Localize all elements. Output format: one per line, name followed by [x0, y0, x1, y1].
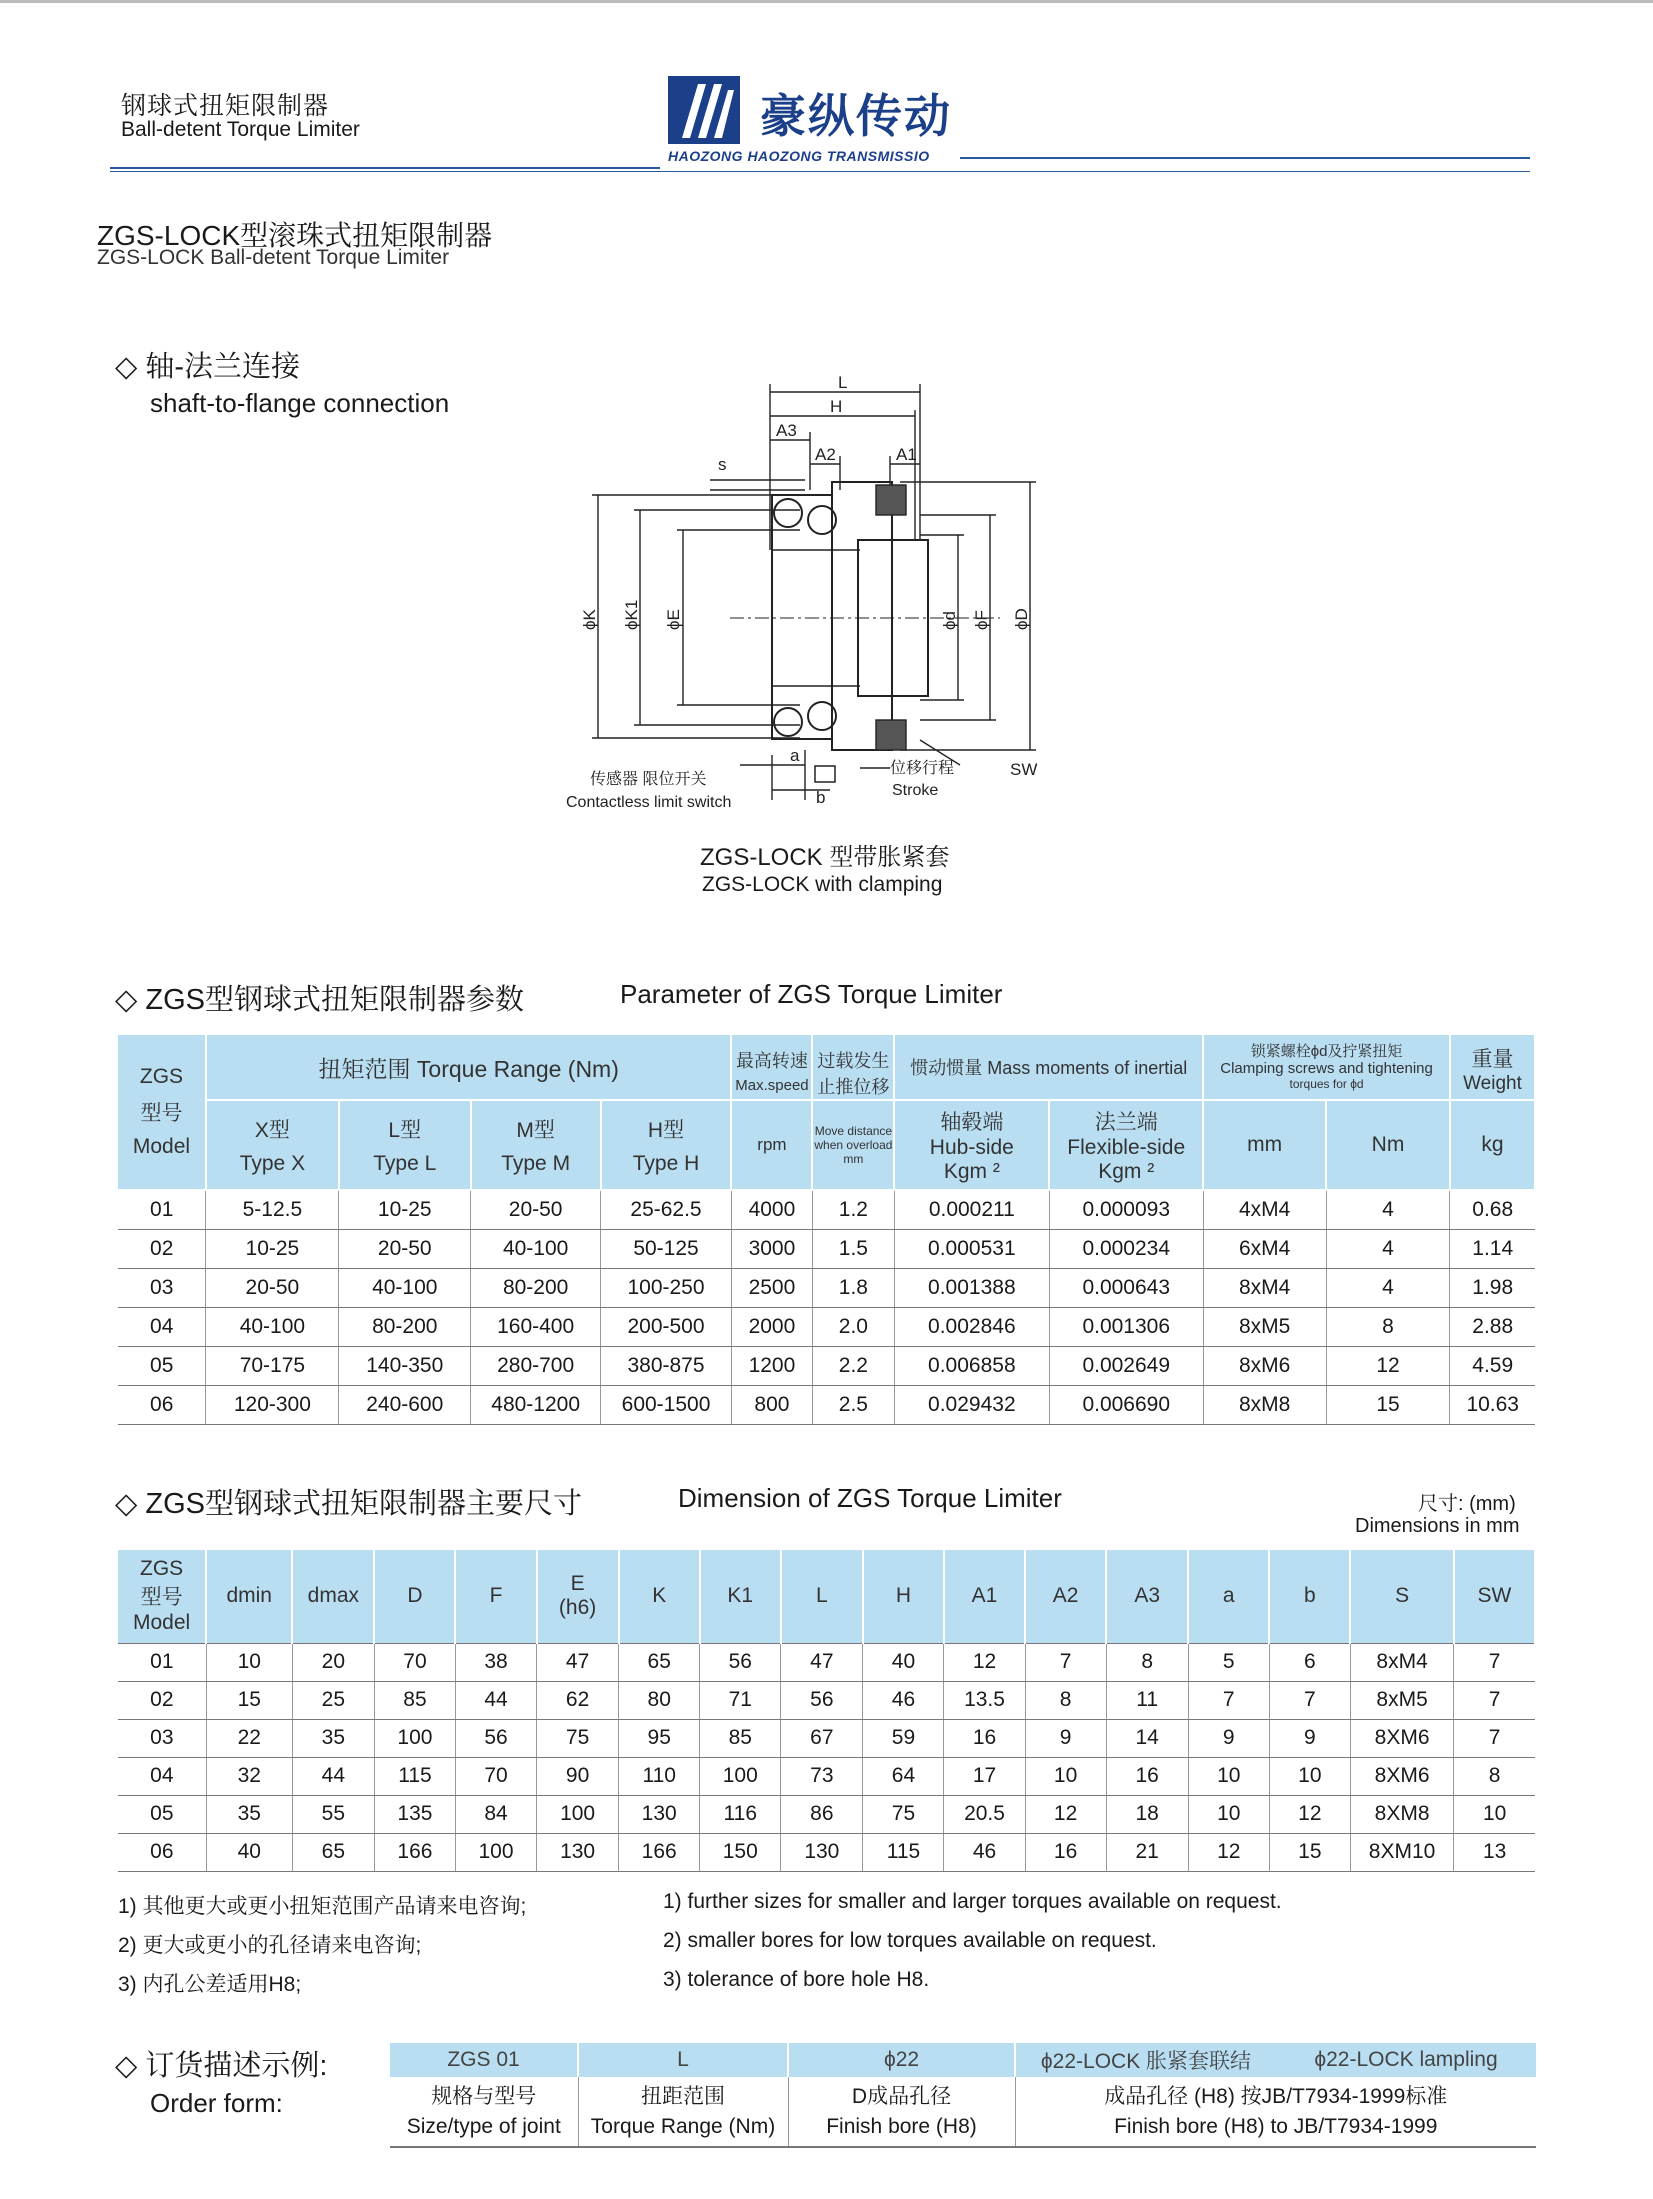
dims-header-cell: H — [863, 1550, 944, 1643]
table-cell: 0.001388 — [894, 1268, 1049, 1307]
table-cell: 4 — [1326, 1229, 1450, 1268]
table-cell: 280-700 — [471, 1346, 601, 1385]
table-cell: 05 — [118, 1795, 206, 1833]
table-cell: 130 — [619, 1795, 700, 1833]
dims-header-model: ZGS 型号 Model — [118, 1550, 206, 1643]
dims-header-cell: dmax — [292, 1550, 374, 1643]
table-cell: 04 — [118, 1307, 206, 1346]
header-title-en: Ball-detent Torque Limiter — [121, 118, 360, 141]
table-cell: 14 — [1106, 1719, 1188, 1757]
table-cell: 80 — [619, 1681, 700, 1719]
param-header-weight: 重量 Weight — [1450, 1035, 1535, 1100]
table-cell: 35 — [206, 1795, 292, 1833]
table-cell: 480-1200 — [471, 1385, 601, 1424]
table-cell: 05 — [118, 1346, 206, 1385]
table-cell: 800 — [731, 1385, 812, 1424]
table-cell: 2500 — [731, 1268, 812, 1307]
dims-header-cell: F — [455, 1550, 536, 1643]
dim-b-label: b — [816, 788, 826, 807]
section-params-cn: ◇ ZGS型钢球式扭矩限制器参数 — [115, 984, 524, 1016]
table-row — [118, 1190, 1535, 1229]
table-cell: 130 — [781, 1833, 863, 1871]
table-cell: 55 — [292, 1795, 374, 1833]
param-header-move: Move distance when overload mm — [812, 1100, 894, 1190]
table-cell: 22 — [206, 1719, 292, 1757]
dim-A3-label: A3 — [776, 421, 797, 440]
table-cell: 166 — [619, 1833, 700, 1871]
table-cell: 130 — [537, 1833, 619, 1871]
table-cell: 80-200 — [471, 1268, 601, 1307]
table-cell: 4 — [1326, 1268, 1450, 1307]
param-header-model: ZGS 型号 Model — [118, 1035, 206, 1190]
dims-header-cell: D — [374, 1550, 455, 1643]
table-cell: 10 — [1025, 1757, 1106, 1795]
note-cn-1: 1) 其他更大或更小扭矩范围产品请来电咨询; — [118, 1895, 527, 1918]
dims-header-cell: A1 — [944, 1550, 1025, 1643]
dim-A1-label: A1 — [896, 445, 917, 464]
dim-L-label: L — [838, 373, 848, 392]
table-cell: 0.006690 — [1049, 1385, 1203, 1424]
table-cell: 10 — [1188, 1757, 1269, 1795]
table-cell: 0.000093 — [1049, 1190, 1203, 1229]
table-cell: 166 — [374, 1833, 455, 1871]
table-cell: 20-50 — [206, 1268, 339, 1307]
table-cell: 5-12.5 — [206, 1190, 339, 1229]
diagram-caption-cn: ZGS-LOCK 型带胀紧套 — [700, 844, 950, 871]
table-cell: 32 — [206, 1757, 292, 1795]
product-title-en: ZGS-LOCK Ball-detent Torque Limiter — [97, 246, 450, 269]
dims-header-cell: K1 — [700, 1550, 781, 1643]
table-cell: 116 — [700, 1795, 781, 1833]
table-cell: 100 — [374, 1719, 455, 1757]
order-head-lock-en: ϕ22-LOCK lampling — [1276, 2043, 1536, 2077]
table-cell: 62 — [537, 1681, 619, 1719]
table-cell: 0.000211 — [894, 1190, 1049, 1229]
page-top-border — [0, 0, 1653, 3]
dim-K1-label: ϕK1 — [622, 599, 641, 630]
table-cell: 200-500 — [601, 1307, 732, 1346]
dims-header-cell: E (h6) — [537, 1550, 619, 1643]
table-row — [118, 1833, 1535, 1871]
order-head-bore: ϕ22 — [788, 2043, 1015, 2077]
section-connection-en: shaft-to-flange connection — [150, 388, 450, 418]
table-cell: 70-175 — [206, 1346, 339, 1385]
order-cell-range: 扭距范围 Torque Range (Nm) — [578, 2077, 788, 2147]
table-cell: 16 — [1106, 1757, 1188, 1795]
sensor-label-en: Contactless limit switch — [566, 794, 732, 811]
param-header-screw: 锁紧螺栓ϕd及拧紧扭矩 Clamping screws and tightening torques for ϕd — [1203, 1035, 1450, 1100]
param-header-torque: 扭矩范围 Torque Range (Nm) — [206, 1035, 732, 1100]
table-cell: 100 — [537, 1795, 619, 1833]
table-row — [118, 1346, 1535, 1385]
table-cell: 1.98 — [1450, 1268, 1535, 1307]
dims-header-cell: A2 — [1025, 1550, 1106, 1643]
table-cell: 03 — [118, 1268, 206, 1307]
table-cell: 64 — [863, 1757, 944, 1795]
param-header-type-l: L型 Type L — [339, 1100, 471, 1190]
table-cell: 15 — [1326, 1385, 1450, 1424]
dims-header-cell: S — [1350, 1550, 1453, 1643]
table-cell: 21 — [1106, 1833, 1188, 1871]
dim-E-label: ϕE — [664, 609, 683, 630]
table-cell: 02 — [118, 1229, 206, 1268]
param-header-nm: Nm — [1326, 1100, 1450, 1190]
param-header-stroke: 过载发生 止推位移 — [812, 1035, 894, 1100]
table-cell: 110 — [619, 1757, 700, 1795]
table-cell: 9 — [1025, 1719, 1106, 1757]
table-cell: 65 — [619, 1643, 700, 1681]
table-cell: 8xM4 — [1350, 1643, 1453, 1681]
table-cell: 56 — [700, 1643, 781, 1681]
dimension-table — [118, 1550, 1536, 1872]
table-cell: 0.001306 — [1049, 1307, 1203, 1346]
table-cell: 38 — [455, 1643, 536, 1681]
table-cell: 75 — [537, 1719, 619, 1757]
table-cell: 20-50 — [339, 1229, 471, 1268]
table-cell: 12 — [1025, 1795, 1106, 1833]
dims-header-cell: a — [1188, 1550, 1269, 1643]
table-cell: 40-100 — [206, 1307, 339, 1346]
table-row — [118, 1307, 1535, 1346]
table-cell: 8XM6 — [1350, 1719, 1453, 1757]
header-rule-left — [110, 167, 660, 169]
table-row — [118, 1385, 1535, 1424]
table-cell: 02 — [118, 1681, 206, 1719]
table-cell: 85 — [374, 1681, 455, 1719]
table-cell: 115 — [374, 1757, 455, 1795]
table-cell: 46 — [863, 1681, 944, 1719]
table-cell: 4.59 — [1450, 1346, 1535, 1385]
dim-d-label: ϕd — [940, 611, 959, 630]
table-cell: 71 — [700, 1681, 781, 1719]
table-cell: 40-100 — [339, 1268, 471, 1307]
table-cell: 0.000234 — [1049, 1229, 1203, 1268]
table-cell: 10 — [1454, 1795, 1535, 1833]
table-cell: 1.8 — [812, 1268, 894, 1307]
table-cell: 3000 — [731, 1229, 812, 1268]
brand-name-en: HAOZONG HAOZONG TRANSMISSIO — [668, 148, 930, 164]
table-cell: 140-350 — [339, 1346, 471, 1385]
table-cell: 47 — [537, 1643, 619, 1681]
table-cell: 8xM8 — [1203, 1385, 1326, 1424]
table-cell: 7 — [1454, 1643, 1535, 1681]
table-cell: 0.000643 — [1049, 1268, 1203, 1307]
table-cell: 59 — [863, 1719, 944, 1757]
table-cell: 25 — [292, 1681, 374, 1719]
order-label-en: Order form: — [150, 2088, 283, 2118]
order-label-cn: ◇ 订货描述示例: — [115, 2050, 328, 2082]
table-cell: 44 — [455, 1681, 536, 1719]
table-cell: 10.63 — [1450, 1385, 1535, 1424]
dims-header-cell: A3 — [1106, 1550, 1188, 1643]
table-cell: 20.5 — [944, 1795, 1025, 1833]
table-cell: 150 — [700, 1833, 781, 1871]
dim-K-label: ϕK — [580, 609, 599, 630]
table-cell: 4xM4 — [1203, 1190, 1326, 1229]
table-cell: 9 — [1269, 1719, 1350, 1757]
table-cell: 2.5 — [812, 1385, 894, 1424]
table-cell: 67 — [781, 1719, 863, 1757]
note-en-1: 1) further sizes for smaller and larger torques available on request. — [663, 1890, 1282, 1913]
table-cell: 0.002846 — [894, 1307, 1049, 1346]
table-cell: 7 — [1025, 1643, 1106, 1681]
table-cell: 7 — [1269, 1681, 1350, 1719]
table-cell: 18 — [1106, 1795, 1188, 1833]
table-cell: 86 — [781, 1795, 863, 1833]
table-cell: 16 — [1025, 1833, 1106, 1871]
dim-SW-label: SW — [1010, 760, 1038, 779]
table-cell: 8xM6 — [1203, 1346, 1326, 1385]
table-cell: 0.029432 — [894, 1385, 1049, 1424]
table-cell: 8XM10 — [1350, 1833, 1453, 1871]
header-rule-bottom — [110, 171, 1530, 172]
section-params-en: Parameter of ZGS Torque Limiter — [620, 979, 1003, 1009]
table-cell: 8 — [1454, 1757, 1535, 1795]
table-cell: 0.000531 — [894, 1229, 1049, 1268]
section-dims-en: Dimension of ZGS Torque Limiter — [678, 1483, 1062, 1513]
dim-A2-label: A2 — [815, 445, 836, 464]
table-cell: 8XM8 — [1350, 1795, 1453, 1833]
table-cell: 1.14 — [1450, 1229, 1535, 1268]
table-cell: 25-62.5 — [601, 1190, 732, 1229]
param-header-inertia: 惯动惯量 Mass moments of inertial — [894, 1035, 1203, 1100]
table-cell: 13 — [1454, 1833, 1535, 1871]
table-cell: 0.68 — [1450, 1190, 1535, 1229]
table-cell: 46 — [944, 1833, 1025, 1871]
order-cell-standard: 成品孔径 (H8) 按JB/T7934-1999标准 Finish bore (H8) to JB/T7934-1999 — [1015, 2077, 1536, 2147]
order-head-range: L — [578, 2043, 788, 2077]
dims-header-cell: K — [619, 1550, 700, 1643]
table-cell: 20-50 — [471, 1190, 601, 1229]
order-head-model: ZGS 01 — [390, 2043, 578, 2077]
order-form-table — [390, 2043, 1536, 2148]
table-cell: 35 — [292, 1719, 374, 1757]
stroke-label-en: Stroke — [892, 782, 939, 799]
table-cell: 10 — [1188, 1795, 1269, 1833]
notes-en — [663, 1890, 1282, 2007]
table-cell: 01 — [118, 1643, 206, 1681]
table-cell: 2.0 — [812, 1307, 894, 1346]
table-cell: 03 — [118, 1719, 206, 1757]
order-cell-bore: D成品孔径 Finish bore (H8) — [788, 2077, 1015, 2147]
sensor-label-cn: 传感器 限位开关 — [590, 771, 707, 788]
table-row — [118, 1757, 1535, 1795]
table-cell: 70 — [455, 1757, 536, 1795]
param-header-flex: 法兰端 Flexible-side Kgm ² — [1049, 1100, 1203, 1190]
table-cell: 8 — [1025, 1681, 1106, 1719]
table-cell: 80-200 — [339, 1307, 471, 1346]
diagram-caption-en: ZGS-LOCK with clamping — [702, 873, 943, 896]
table-cell: 100 — [455, 1833, 536, 1871]
table-cell: 160-400 — [471, 1307, 601, 1346]
table-cell: 1200 — [731, 1346, 812, 1385]
parameter-table — [118, 1035, 1536, 1425]
param-header-rpm: rpm — [731, 1100, 812, 1190]
table-cell: 7 — [1454, 1681, 1535, 1719]
table-cell: 95 — [619, 1719, 700, 1757]
table-cell: 40 — [206, 1833, 292, 1871]
table-cell: 2000 — [731, 1307, 812, 1346]
param-header-type-x: X型 Type X — [206, 1100, 339, 1190]
brand-name-cn: 豪纵传动 — [760, 90, 952, 142]
table-cell: 15 — [206, 1681, 292, 1719]
table-cell: 06 — [118, 1833, 206, 1871]
table-cell: 4 — [1326, 1190, 1450, 1229]
table-cell: 100 — [700, 1757, 781, 1795]
table-cell: 115 — [863, 1833, 944, 1871]
table-cell: 40-100 — [471, 1229, 601, 1268]
section-dims-cn: ◇ ZGS型钢球式扭矩限制器主要尺寸 — [115, 1488, 582, 1520]
table-cell: 04 — [118, 1757, 206, 1795]
dims-header-cell: dmin — [206, 1550, 292, 1643]
note-en-3: 3) tolerance of bore hole H8. — [663, 1968, 930, 1991]
table-cell: 120-300 — [206, 1385, 339, 1424]
header-rule-right — [960, 157, 1530, 159]
table-cell: 47 — [781, 1643, 863, 1681]
param-header-mm: mm — [1203, 1100, 1326, 1190]
table-row — [118, 1268, 1535, 1307]
table-cell: 10 — [1269, 1757, 1350, 1795]
param-header-hub: 轴毂端 Hub-side Kgm ² — [894, 1100, 1049, 1190]
table-cell: 11 — [1106, 1681, 1188, 1719]
table-cell: 6xM4 — [1203, 1229, 1326, 1268]
stroke-label-cn: 位移行程 — [890, 760, 955, 777]
header-title-cn: 钢球式扭矩限制器 — [121, 92, 330, 120]
table-cell: 2.88 — [1450, 1307, 1535, 1346]
table-cell: 20 — [292, 1643, 374, 1681]
param-header-kg: kg — [1450, 1100, 1535, 1190]
table-cell: 84 — [455, 1795, 536, 1833]
dim-F-label: ϕF — [972, 610, 991, 630]
table-cell: 8 — [1326, 1307, 1450, 1346]
param-header-type-m: M型 Type M — [471, 1100, 601, 1190]
table-cell: 90 — [537, 1757, 619, 1795]
table-cell: 12 — [1188, 1833, 1269, 1871]
table-cell: 50-125 — [601, 1229, 732, 1268]
table-cell: 8xM4 — [1203, 1268, 1326, 1307]
table-cell: 8XM6 — [1350, 1757, 1453, 1795]
table-cell: 12 — [944, 1643, 1025, 1681]
table-cell: 17 — [944, 1757, 1025, 1795]
table-cell: 06 — [118, 1385, 206, 1424]
table-cell: 10 — [206, 1643, 292, 1681]
table-cell: 65 — [292, 1833, 374, 1871]
param-header-speed: 最高转速 Max.speed — [731, 1035, 812, 1100]
table-cell: 5 — [1188, 1643, 1269, 1681]
table-cell: 8 — [1106, 1643, 1188, 1681]
note-en-2: 2) smaller bores for low torques available on request. — [663, 1929, 1157, 1952]
table-cell: 0.002649 — [1049, 1346, 1203, 1385]
table-cell: 240-600 — [339, 1385, 471, 1424]
dims-unit-en: Dimensions in mm — [1355, 1515, 1520, 1537]
order-cell-size: 规格与型号 Size/type of joint — [390, 2077, 578, 2147]
table-cell: 380-875 — [601, 1346, 732, 1385]
table-row — [118, 1643, 1535, 1681]
dims-header-cell: b — [1269, 1550, 1350, 1643]
table-cell: 40 — [863, 1643, 944, 1681]
table-cell: 70 — [374, 1643, 455, 1681]
table-cell: 73 — [781, 1757, 863, 1795]
dim-D-label: ϕD — [1012, 608, 1031, 630]
dims-unit-cn: 尺寸: (mm) — [1418, 1493, 1516, 1515]
note-cn-2: 2) 更大或更小的孔径请来电咨询; — [118, 1934, 422, 1957]
product-title-cn: ZGS-LOCK型滚珠式扭矩限制器 — [97, 220, 493, 251]
table-row — [118, 1719, 1535, 1757]
table-cell: 135 — [374, 1795, 455, 1833]
table-cell: 7 — [1188, 1681, 1269, 1719]
dim-H-label: H — [830, 397, 843, 416]
table-cell: 12 — [1326, 1346, 1450, 1385]
table-cell: 0.006858 — [894, 1346, 1049, 1385]
table-cell: 01 — [118, 1190, 206, 1229]
table-cell: 56 — [455, 1719, 536, 1757]
dims-header-cell: L — [781, 1550, 863, 1643]
section-connection-cn: ◇ 轴-法兰连接 — [115, 351, 301, 383]
table-cell: 4000 — [731, 1190, 812, 1229]
technical-drawing — [560, 370, 1100, 825]
table-row — [118, 1795, 1535, 1833]
brand-logo-icon — [668, 76, 740, 144]
table-cell: 85 — [700, 1719, 781, 1757]
table-cell: 2.2 — [812, 1346, 894, 1385]
table-cell: 13.5 — [944, 1681, 1025, 1719]
dim-s-label: s — [718, 455, 727, 474]
table-cell: 1.2 — [812, 1190, 894, 1229]
dim-a-label: a — [790, 746, 800, 765]
dims-header-cell: SW — [1454, 1550, 1535, 1643]
table-cell: 10-25 — [206, 1229, 339, 1268]
table-row — [118, 1681, 1535, 1719]
table-cell: 7 — [1454, 1719, 1535, 1757]
table-cell: 15 — [1269, 1833, 1350, 1871]
note-cn-3: 3) 内孔公差适用H8; — [118, 1973, 302, 1996]
param-header-type-h: H型 Type H — [601, 1100, 732, 1190]
table-cell: 8xM5 — [1203, 1307, 1326, 1346]
table-cell: 16 — [944, 1719, 1025, 1757]
notes-cn — [118, 1890, 526, 2007]
table-cell: 8xM5 — [1350, 1681, 1453, 1719]
table-cell: 6 — [1269, 1643, 1350, 1681]
table-row — [118, 1229, 1535, 1268]
table-cell: 75 — [863, 1795, 944, 1833]
order-head-lock-cn: ϕ22-LOCK 胀紧套联结 — [1015, 2043, 1276, 2077]
table-cell: 600-1500 — [601, 1385, 732, 1424]
table-cell: 56 — [781, 1681, 863, 1719]
table-cell: 10-25 — [339, 1190, 471, 1229]
table-cell: 100-250 — [601, 1268, 732, 1307]
table-cell: 1.5 — [812, 1229, 894, 1268]
table-cell: 12 — [1269, 1795, 1350, 1833]
table-cell: 44 — [292, 1757, 374, 1795]
table-cell: 9 — [1188, 1719, 1269, 1757]
